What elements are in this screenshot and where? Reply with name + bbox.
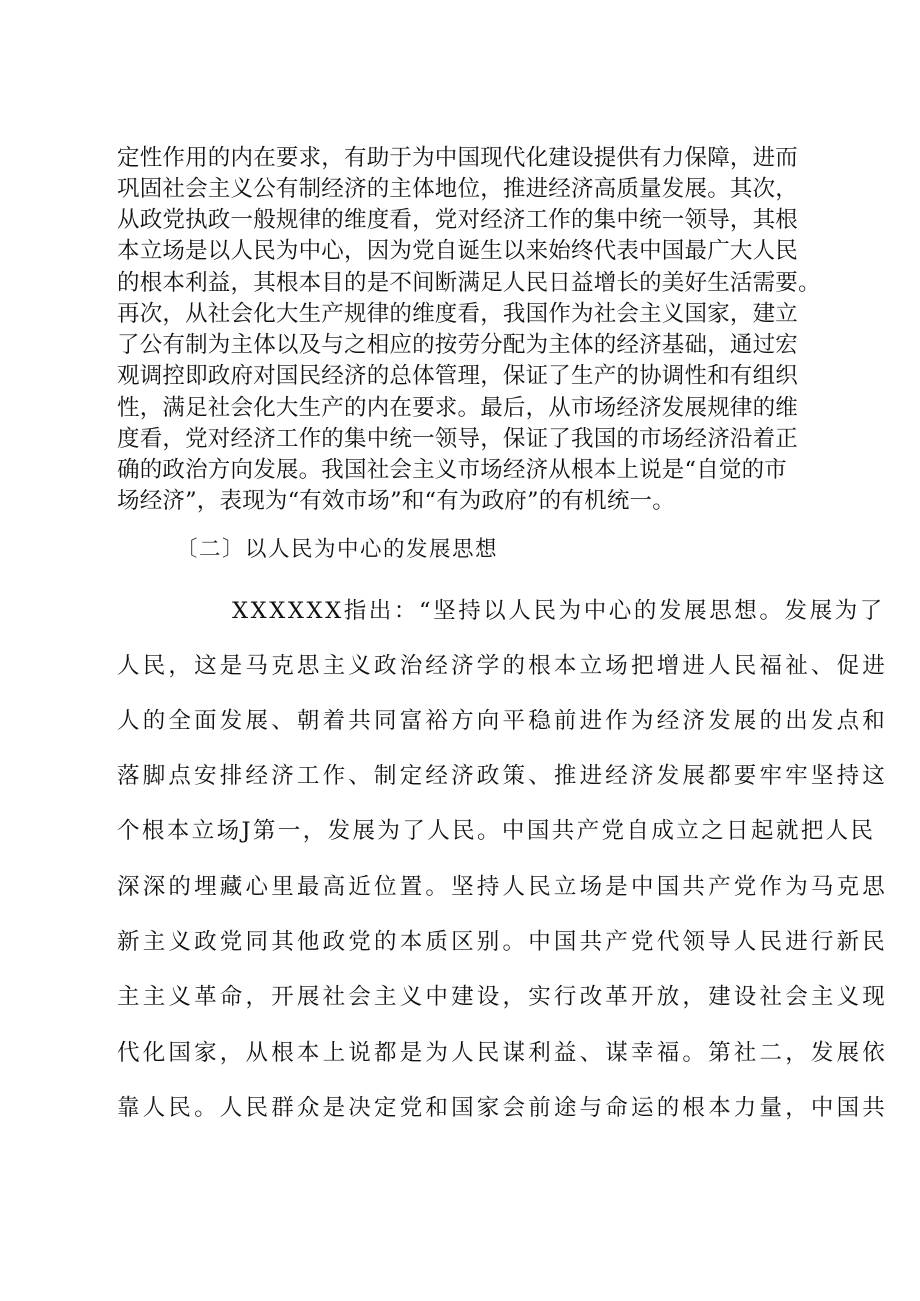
text-line: 巩固社会主义公有制经济的主体地位，推进经济高质量发展。其次， [117, 176, 799, 202]
text-line: 性，满足社会化大生产的内在要求。最后，从市场经济发展规律的维 [117, 395, 799, 421]
text-line: 人的全面发展、朝着共同富裕方向平稳前进作为经济发展的出发点和 [117, 708, 889, 734]
text-line: 度看，党对经济工作的集中统一领导，保证了我国的市场经济沿着正 [117, 426, 799, 452]
text-line: 个根本立场J第一，发展为了人民。中国共产党自成立之日起就把人民 [117, 818, 876, 844]
text-line: XXXXXX指出：“坚持以人民为中心的发展思想。发展为了 [232, 598, 885, 624]
text-line: 了公有制为主体以及与之相应的按劳分配为主体的经济基础，通过宏 [117, 332, 799, 358]
section-heading: 〔二〕以人民为中心的发展思想 [176, 537, 499, 562]
text-line: 新主义政党同其他政党的本质区别。中国共产党代领导人民进行新民 [117, 929, 889, 955]
text-line: 落脚点安排经济工作、制定经济政策、推进经济发展都要牢牢坚持这 [117, 763, 889, 789]
text-line: 人民，这是马克思主义政治经济学的根本立场把增进人民福祉、促进 [117, 653, 889, 679]
text-line: 深深的埋藏心里最高近位置。坚持人民立场是中国共产党作为马克思 [117, 874, 889, 900]
text-line: 本立场是以人民为中心，因为党自诞生以来始终代表中国最广大人民 [117, 238, 799, 264]
text-line: 靠人民。人民群众是决定党和国家会前途与命运的根本力量，中国共 [117, 1095, 889, 1121]
text-line: 的根本利益，其根本目的是不间断满足人民日益增长的美好生活需要。 [117, 270, 821, 296]
text-line: 确的政治方向发展。我国社会主义市场经济从根本上说是“自觉的市 [117, 457, 788, 483]
text-line: 定性作用的内在要求，有助于为中国现代化建设提供有力保障，进而 [117, 145, 799, 171]
text-line: 代化国家，从根本上说都是为人民谋利益、谋幸福。第社二，发展依 [117, 1040, 889, 1066]
text-line: 主主义革命，开展社会主义中建设，实行改革开放，建设社会主义现 [117, 984, 889, 1010]
text-line: 再次，从社会化大生产规律的维度看，我国作为社会主义国家，建立 [117, 301, 799, 327]
text-line: 场经济”，表现为“有效市场”和“有为政府”的有机统一。 [117, 488, 675, 514]
text-line: 从政党执政一般规律的维度看，党对经济工作的集中统一领导，其根 [117, 207, 799, 233]
text-line: 观调控即政府对国民经济的总体管理，保证了生产的协调性和有组织 [117, 363, 799, 389]
